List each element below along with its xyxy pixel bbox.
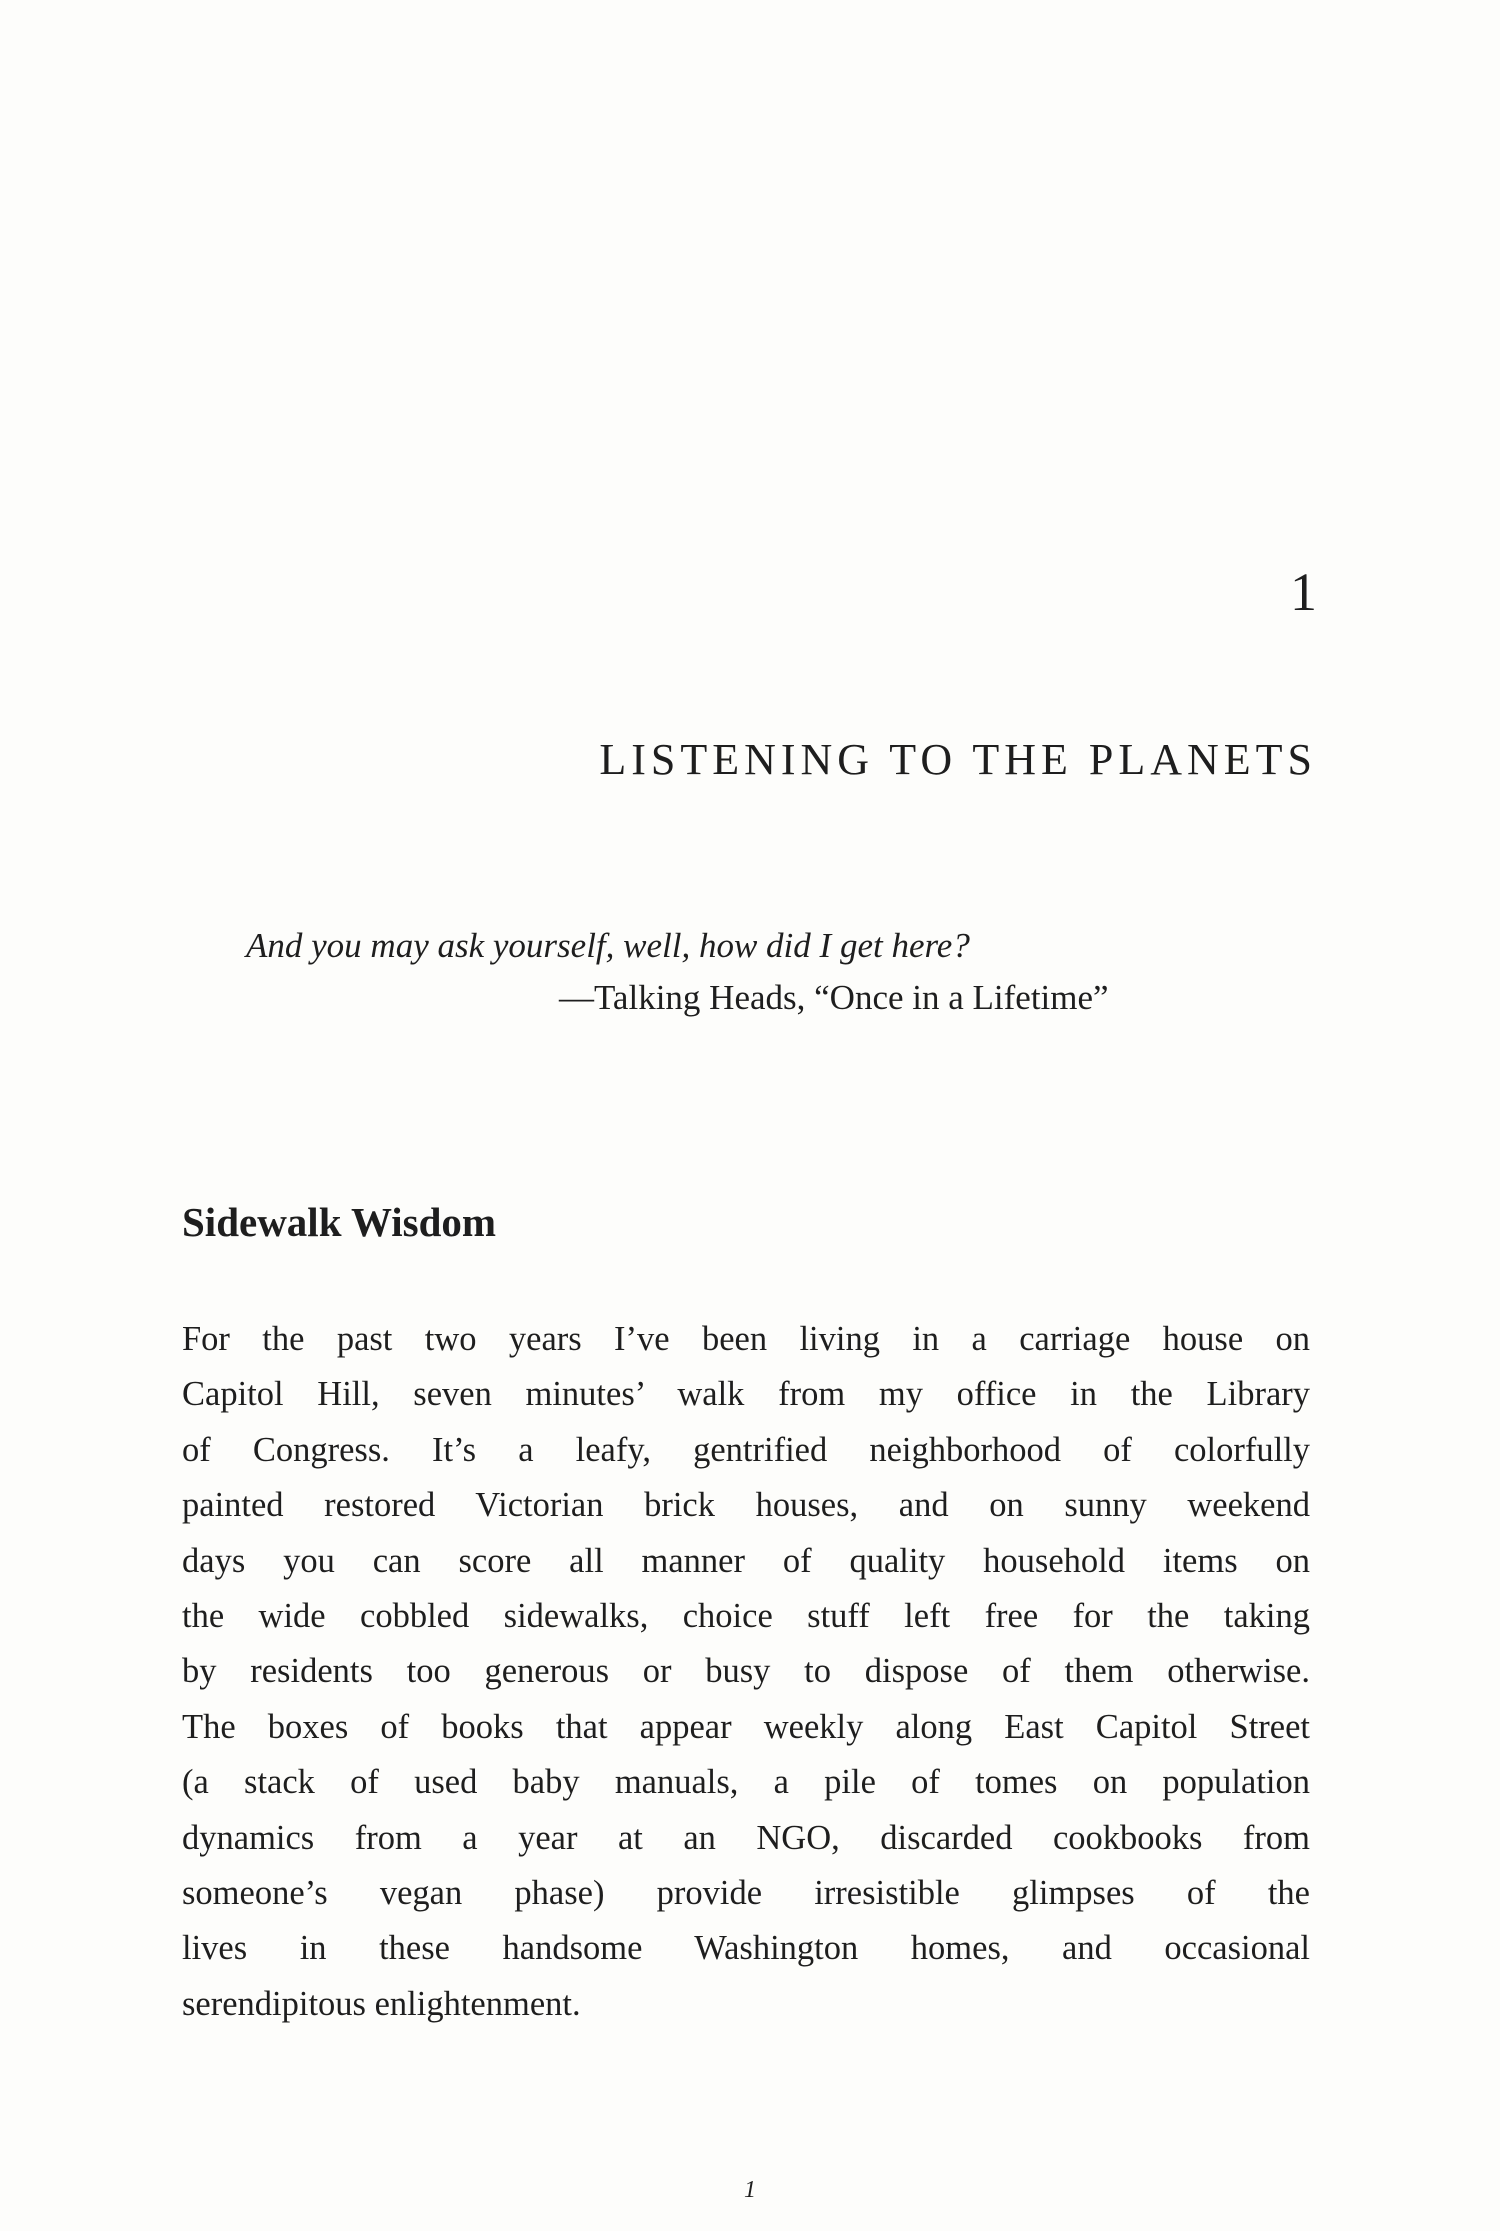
- paragraph-line: of Congress. It’s a leafy, gentrified neighborhood of colorfully: [182, 1430, 1310, 1469]
- paragraph-line: by residents too generous or busy to dispose of them otherwise.: [182, 1652, 1310, 1691]
- paragraph-line: dynamics from a year at an NGO, discarded cookbooks from: [182, 1818, 1310, 1857]
- chapter-title: LISTENING TO THE PLANETS: [599, 735, 1317, 784]
- paragraph-line: lives in these handsome Washington homes, and occasional: [182, 1929, 1310, 1968]
- section-heading: Sidewalk Wisdom: [182, 1199, 497, 1245]
- epigraph-attribution: —Talking Heads, “Once in a Lifetime”: [559, 978, 1109, 1017]
- paragraph-line: the wide cobbled sidewalks, choice stuff left free for the taking: [182, 1596, 1310, 1635]
- epigraph-quote: And you may ask yourself, well, how did I get here?: [246, 926, 970, 965]
- paragraph-line: The boxes of books that appear weekly along East Capitol Street: [182, 1707, 1310, 1746]
- paragraph-line: someone’s vegan phase) provide irresistible glimpses of the: [182, 1873, 1310, 1912]
- paragraph-line: For the past two years I’ve been living in a carriage house on: [182, 1320, 1310, 1358]
- page-number: 1: [744, 2177, 756, 2203]
- paragraph-line: serendipitous enlightenment.: [182, 1984, 581, 2023]
- paragraph-line: Capitol Hill, seven minutes’ walk from my office in the Library: [182, 1375, 1310, 1414]
- paragraph-line: painted restored Victorian brick houses, and on sunny weekend: [182, 1486, 1310, 1525]
- paragraph-line: days you can score all manner of quality household items on: [182, 1541, 1310, 1580]
- chapter-number: 1: [1290, 562, 1317, 622]
- body-paragraph: [182, 1312, 1310, 2032]
- epigraph: [246, 920, 1246, 1024]
- paragraph-line: (a stack of used baby manuals, a pile of tomes on population: [182, 1763, 1310, 1802]
